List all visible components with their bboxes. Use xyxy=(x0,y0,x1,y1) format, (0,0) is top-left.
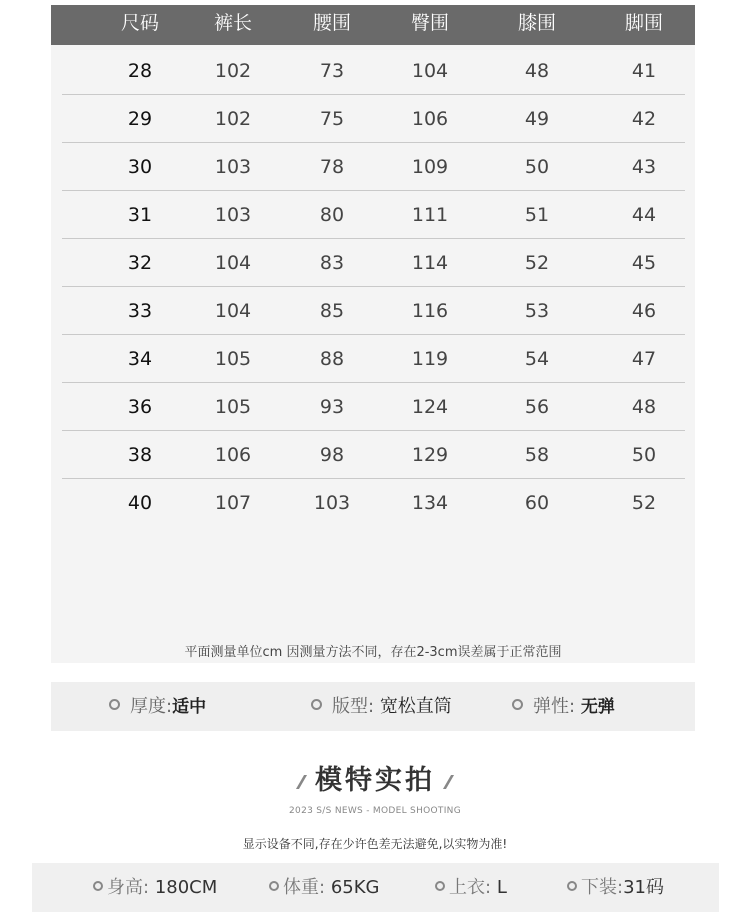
attr-value: 适中 xyxy=(172,697,207,717)
circle-bullet-icon xyxy=(269,881,279,891)
table-cell: 80 xyxy=(319,204,345,226)
table-cell: 30 xyxy=(127,156,153,178)
table-row xyxy=(51,51,695,99)
table-cell: 45 xyxy=(631,252,657,274)
table-cell: 28 xyxy=(127,60,153,82)
table-cell: 29 xyxy=(127,108,153,130)
attr-label: 弹性: xyxy=(533,696,576,717)
table-cell: 33 xyxy=(127,300,153,322)
table-cell: 56 xyxy=(524,396,550,418)
header-size: 尺码 xyxy=(120,12,160,34)
row-divider xyxy=(62,382,685,383)
model-label: 身高: xyxy=(107,877,150,898)
table-cell: 107 xyxy=(214,492,252,514)
table-cell: 50 xyxy=(524,156,550,178)
table-row xyxy=(51,99,695,147)
model-bottom-size xyxy=(567,863,664,912)
table-cell: 43 xyxy=(631,156,657,178)
table-cell: 54 xyxy=(524,348,550,370)
measurement-note: 平面测量单位cm 因测量方法不同，存在2-3cm误差属于正常范围 xyxy=(184,645,562,660)
table-cell: 78 xyxy=(319,156,345,178)
row-divider xyxy=(62,478,685,479)
table-row xyxy=(51,195,695,243)
table-cell: 60 xyxy=(524,492,550,514)
table-cell: 98 xyxy=(319,444,345,466)
table-cell: 102 xyxy=(214,108,252,130)
row-divider xyxy=(62,190,685,191)
attr-label: 厚度: xyxy=(130,696,173,717)
attr-label: 版型: xyxy=(332,696,375,717)
table-cell: 124 xyxy=(411,396,449,418)
table-cell: 32 xyxy=(127,252,153,274)
model-value: L xyxy=(496,877,507,898)
table-cell: 103 xyxy=(313,492,351,514)
model-height xyxy=(93,863,217,912)
table-cell: 58 xyxy=(524,444,550,466)
table-cell: 103 xyxy=(214,204,252,226)
attr-thickness xyxy=(109,682,206,731)
table-cell: 48 xyxy=(524,60,550,82)
table-row xyxy=(51,435,695,483)
attr-value: 宽松直筒 xyxy=(379,696,452,717)
table-cell: 134 xyxy=(411,492,449,514)
row-divider xyxy=(62,430,685,431)
table-cell: 88 xyxy=(319,348,345,370)
header-hem: 脚围 xyxy=(624,12,664,34)
table-cell: 53 xyxy=(524,300,550,322)
model-value: 65KG xyxy=(330,877,380,898)
table-cell: 119 xyxy=(411,348,449,370)
slash-decoration-icon xyxy=(443,775,454,789)
header-waist: 腰围 xyxy=(312,12,352,34)
model-label: 体重: xyxy=(283,877,326,898)
table-cell: 116 xyxy=(411,300,449,322)
table-cell: 109 xyxy=(411,156,449,178)
table-cell: 104 xyxy=(214,300,252,322)
attr-fit xyxy=(311,682,452,731)
table-row xyxy=(51,291,695,339)
table-cell: 47 xyxy=(631,348,657,370)
header-knee: 膝围 xyxy=(517,12,557,34)
size-chart-header xyxy=(51,5,695,45)
table-cell: 75 xyxy=(319,108,345,130)
model-info-bar xyxy=(32,863,719,912)
header-hip: 臀围 xyxy=(410,12,450,34)
row-divider xyxy=(62,286,685,287)
color-disclaimer: 显示设备不同,存在少许色差无法避免,以实物为准! xyxy=(242,837,508,851)
table-cell: 52 xyxy=(524,252,550,274)
table-row xyxy=(51,243,695,291)
table-cell: 104 xyxy=(214,252,252,274)
table-row xyxy=(51,147,695,195)
attr-value: 无弹 xyxy=(580,697,615,717)
circle-bullet-icon xyxy=(109,699,120,710)
table-cell: 102 xyxy=(214,60,252,82)
table-cell: 105 xyxy=(214,348,252,370)
table-cell: 41 xyxy=(631,60,657,82)
table-cell: 103 xyxy=(214,156,252,178)
attr-elasticity xyxy=(512,682,615,731)
table-cell: 40 xyxy=(127,492,153,514)
table-cell: 114 xyxy=(411,252,449,274)
fabric-attributes xyxy=(51,682,695,731)
table-cell: 105 xyxy=(214,396,252,418)
model-label: 下装: xyxy=(581,877,624,898)
table-cell: 93 xyxy=(319,396,345,418)
table-cell: 51 xyxy=(524,204,550,226)
model-value: 31码 xyxy=(623,877,664,898)
model-section-heading xyxy=(0,758,750,797)
table-cell: 104 xyxy=(411,60,449,82)
table-row xyxy=(51,483,695,531)
table-cell: 44 xyxy=(631,204,657,226)
table-cell: 36 xyxy=(127,396,153,418)
model-value: 180CM xyxy=(154,877,218,898)
table-cell: 83 xyxy=(319,252,345,274)
model-weight xyxy=(269,863,379,912)
table-cell: 111 xyxy=(411,204,449,226)
table-cell: 48 xyxy=(631,396,657,418)
size-chart xyxy=(51,5,695,663)
table-cell: 52 xyxy=(631,492,657,514)
slash-decoration-icon xyxy=(296,775,307,789)
table-row xyxy=(51,339,695,387)
table-cell: 46 xyxy=(631,300,657,322)
circle-bullet-icon xyxy=(567,881,577,891)
row-divider xyxy=(62,238,685,239)
table-cell: 85 xyxy=(319,300,345,322)
table-cell: 129 xyxy=(411,444,449,466)
table-row xyxy=(51,387,695,435)
section-subtitle: 2023 S/S NEWS - MODEL SHOOTING xyxy=(289,806,461,816)
circle-bullet-icon xyxy=(311,699,322,710)
table-cell: 73 xyxy=(319,60,345,82)
table-cell: 49 xyxy=(524,108,550,130)
section-title: 模特实拍 xyxy=(315,765,435,796)
row-divider xyxy=(62,94,685,95)
circle-bullet-icon xyxy=(93,881,103,891)
circle-bullet-icon xyxy=(512,699,523,710)
row-divider xyxy=(62,334,685,335)
table-cell: 31 xyxy=(127,204,153,226)
model-top-size xyxy=(435,863,507,912)
model-label: 上衣: xyxy=(449,877,492,898)
circle-bullet-icon xyxy=(435,881,445,891)
table-cell: 34 xyxy=(127,348,153,370)
table-cell: 42 xyxy=(631,108,657,130)
table-cell: 50 xyxy=(631,444,657,466)
header-length: 裤长 xyxy=(213,12,253,34)
table-cell: 106 xyxy=(411,108,449,130)
row-divider xyxy=(62,142,685,143)
table-cell: 38 xyxy=(127,444,153,466)
table-cell: 106 xyxy=(214,444,252,466)
